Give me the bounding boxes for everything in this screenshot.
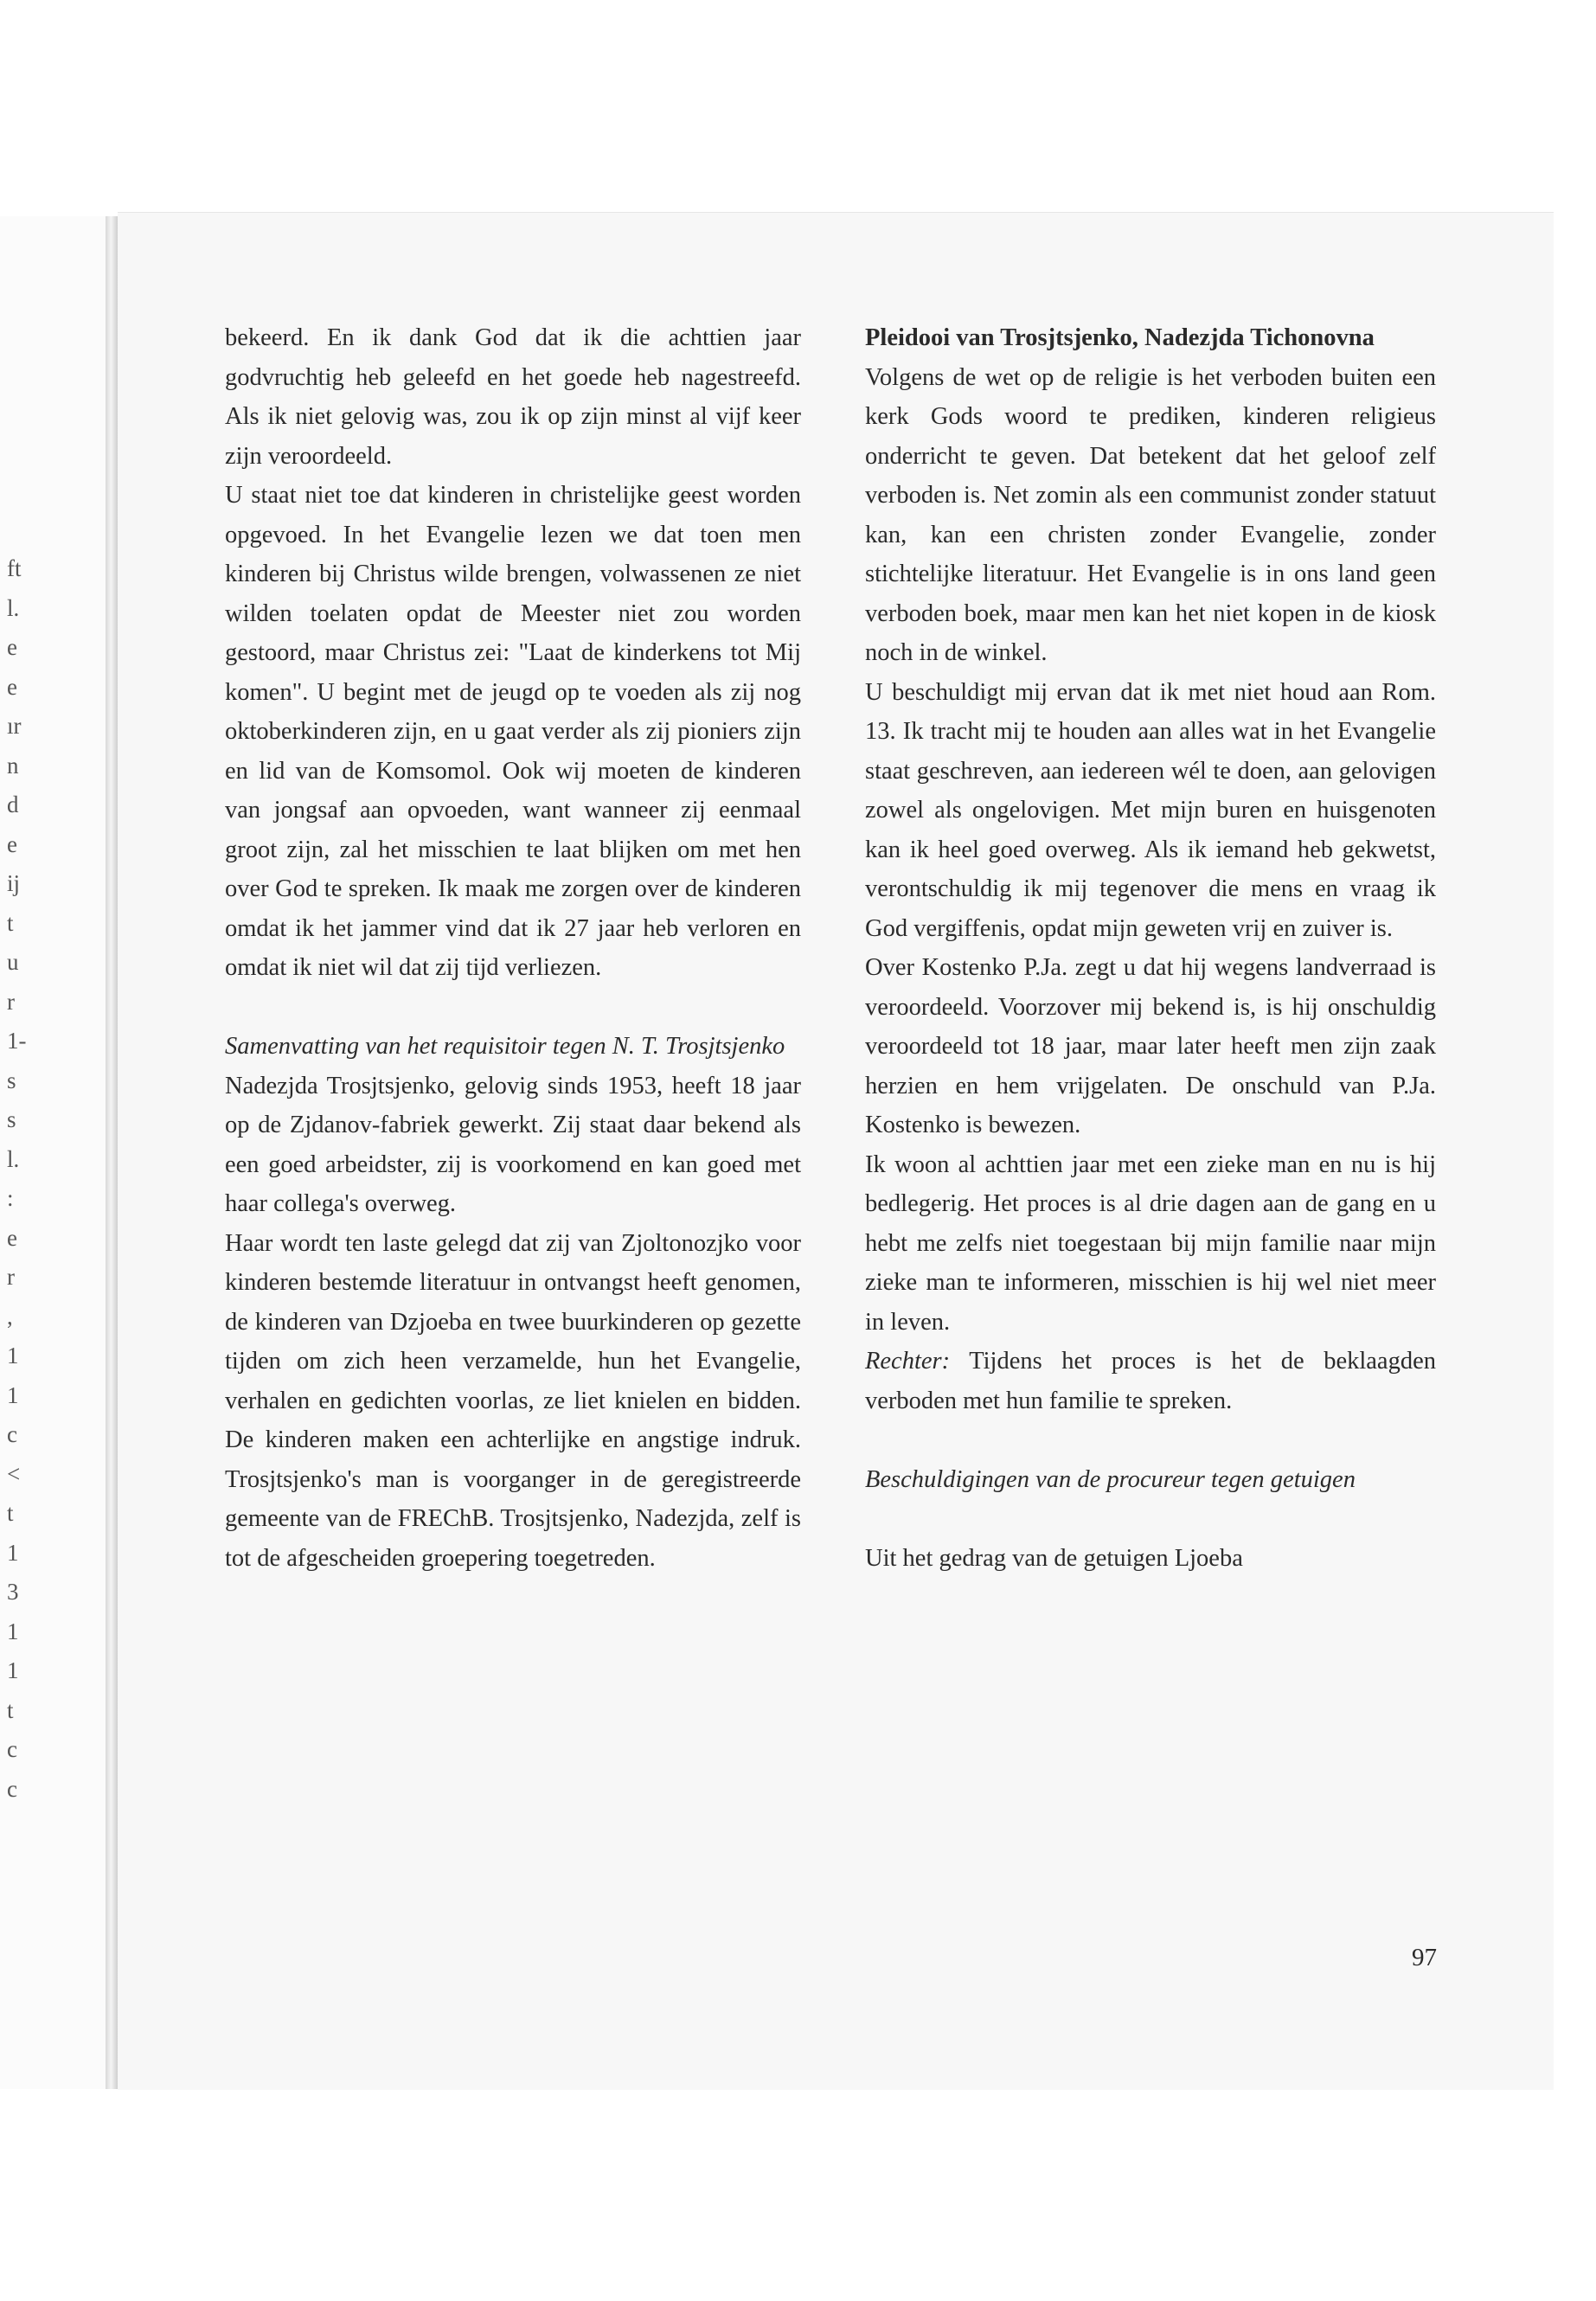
right-heading: Pleidooi van Trosjtsjenko, Nadezjda Tichonovna — [865, 324, 1375, 351]
speaker-label: Rechter: — [865, 1348, 951, 1375]
previous-page-fragment: e — [7, 634, 17, 660]
previous-page-fragment: , — [7, 1303, 13, 1330]
previous-page-fragment: c — [7, 1736, 17, 1762]
previous-page-fragment: u — [7, 949, 19, 975]
previous-page-fragment: : — [7, 1185, 14, 1211]
previous-page-fragment: ft — [7, 555, 22, 581]
left-column — [225, 318, 801, 1578]
previous-page-fragment: 1 — [7, 1618, 19, 1644]
left-paragraph-3: Nadezjda Trosjtsjenko, gelovig sinds 1953, heeft 18 jaar op de Zjdanov-fabriek gewerkt. Zij staat daar bekend als een goed arbeidster, zij is voorkomend en kan goed met haar collega's overweg. — [225, 1072, 801, 1217]
right-paragraph-4: Ik woon al achttien jaar met een zieke man en nu is hij bedlegerig. Het proces is al drie dagen aan de gang en u hebt me zelfs niet toegestaan bij mijn familie naar mijn zieke man te informeren, misschien is hij wel niet meer in leven. — [865, 1150, 1436, 1336]
previous-page-fragment: e — [7, 830, 17, 857]
previous-page-fragment: 1- — [7, 1028, 27, 1054]
left-paragraph-4: Haar wordt ten laste gelegd dat zij van Zjoltonozjko voor kinderen bestemde literatuur in ontvangst heeft genomen, de kinderen van Dzjoeba en twee buurkinderen op gezette tijden om zich heen verzamelde, hun het Evangelie, verhalen en gedichten voorlas, ze liet knielen en bidden. De kinderen maken een achterlijke en angstige indruk. Trosjtsjenko's man is voorganger in de geregistreerde gemeente van de FREChB. Trosjtsjenko, Nadezjda, zelf is tot de afgescheiden groepering toegetreden. — [225, 1229, 801, 1572]
right-paragraph-5 — [865, 1342, 1436, 1420]
book-spine — [106, 216, 118, 2089]
previous-page-fragment: t — [7, 1696, 14, 1723]
book-page — [118, 212, 1554, 2090]
left-subheading: Samenvatting van het requisitoir tegen N. T. Trosjtsjenko — [225, 1033, 785, 1060]
previous-page-fragment: 1 — [7, 1343, 19, 1368]
previous-page-fragment: s — [7, 1106, 16, 1132]
previous-page-fragment: r — [7, 988, 15, 1015]
left-paragraph-1: bekeerd. En ik dank God dat ik die achttien jaar godvruchtig heb geleefd en het goede heb nagestreefd. Als ik niet gelovig was, zou ik op zijn minst al vijf keer zijn veroordeeld. — [225, 324, 801, 470]
right-paragraph-3: Over Kostenko P.Ja. zegt u dat hij wegens landverraad is veroordeeld. Voorzover mij bekend is, is hij onschuldig veroordeeld tot 18 jaar, maar later heeft men zijn zaak herzien en hem vrijgelaten. De onschuld van P.Ja. Kostenko is bewezen. — [865, 954, 1436, 1138]
previous-page-fragment: r — [7, 1264, 15, 1290]
right-subheading: Beschuldigingen van de procureur tegen getuigen — [865, 1465, 1356, 1493]
previous-page-fragment: e — [7, 1224, 17, 1251]
previous-page-fragment: t — [7, 909, 14, 936]
speaker-text: Tijdens het proces is het de beklaagden verboden met hun familie te spreken. — [865, 1348, 1436, 1414]
previous-page-fragment: 1 — [7, 1539, 19, 1566]
page-number: 97 — [1412, 1944, 1437, 1971]
previous-page-fragment: l. — [7, 594, 20, 621]
previous-page-fragment: c — [7, 1421, 17, 1447]
right-column — [865, 318, 1436, 1578]
previous-page-fragment: ır — [7, 713, 22, 739]
previous-page-fragment: 1 — [7, 1657, 19, 1683]
previous-page-fragment: 1 — [7, 1381, 19, 1408]
previous-page-fragment: < — [7, 1460, 21, 1487]
left-paragraph-2: U staat niet toe dat kinderen in christelijke geest worden opgevoed. In het Evangelie lezen we dat toen men kinderen bij Christus wilde brengen, volwassenen ze niet wilden toelaten opdat de Meester niet zou worden gestoord, maar Christus zei: "Laat de kinderkens tot Mij komen". U begint met de jeugd op te voeden als zij nog oktoberkinderen zijn, en u gaat verder als zij pioniers zijn en lid van de Komsomol. Ook wij moeten de kinderen van jongsaf aan opvoeden, want wanneer zij eenmaal groot zijn, zal het misschien te laat blijken om met hen over God te spreken. Ik maak me zorgen over de kinderen omdat ik het jammer vind dat ik 27 jaar heb verloren en omdat ik niet wil dat zij tijd verliezen. — [225, 482, 801, 981]
right-paragraph-6: Uit het gedrag van de getuigen Ljoeba — [865, 1544, 1243, 1572]
previous-page-fragment: ij — [7, 870, 21, 896]
previous-page-fragment: l. — [7, 1145, 20, 1172]
previous-page-fragment: d — [7, 792, 19, 817]
right-paragraph-2: U beschuldigt mij ervan dat ik met niet houd aan Rom. 13. Ik tracht mij te houden aan alles wat in het Evangelie staat geschreven, aan iedereen wél te doen, aan gelovigen zowel als ongelovigen. Met mijn buren en huisgenoten kan ik heel goed overweg. Als ik iemand heb gekwetst, verontschuldig ik mij tegenover die mens en vraag ik God vergiffenis, opdat mijn geweten vrij en zuiver is. — [865, 678, 1436, 942]
previous-page-fragment: 3 — [7, 1579, 19, 1605]
right-paragraph-1: Volgens de wet op de religie is het verboden buiten een kerk Gods woord te prediken, kinderen religieus onderricht te geven. Dat betekent dat het geloof zelf verboden is. Net zomin als een communist zonder statuut kan, kan een christen zonder Evangelie, zonder stichtelijke literatuur. Het Evangelie is in ons land geen verboden boek, maar men kan het niet kopen in de kiosk noch in de winkel. — [865, 363, 1436, 666]
previous-page-fragment: n — [7, 752, 19, 779]
previous-page-text-fragments — [7, 549, 33, 1809]
previous-page-fragment: c — [7, 1775, 17, 1802]
previous-page-edge — [0, 216, 121, 2089]
previous-page-fragment: e — [7, 673, 17, 700]
previous-page-fragment: t — [7, 1500, 14, 1526]
previous-page-fragment: s — [7, 1067, 16, 1093]
